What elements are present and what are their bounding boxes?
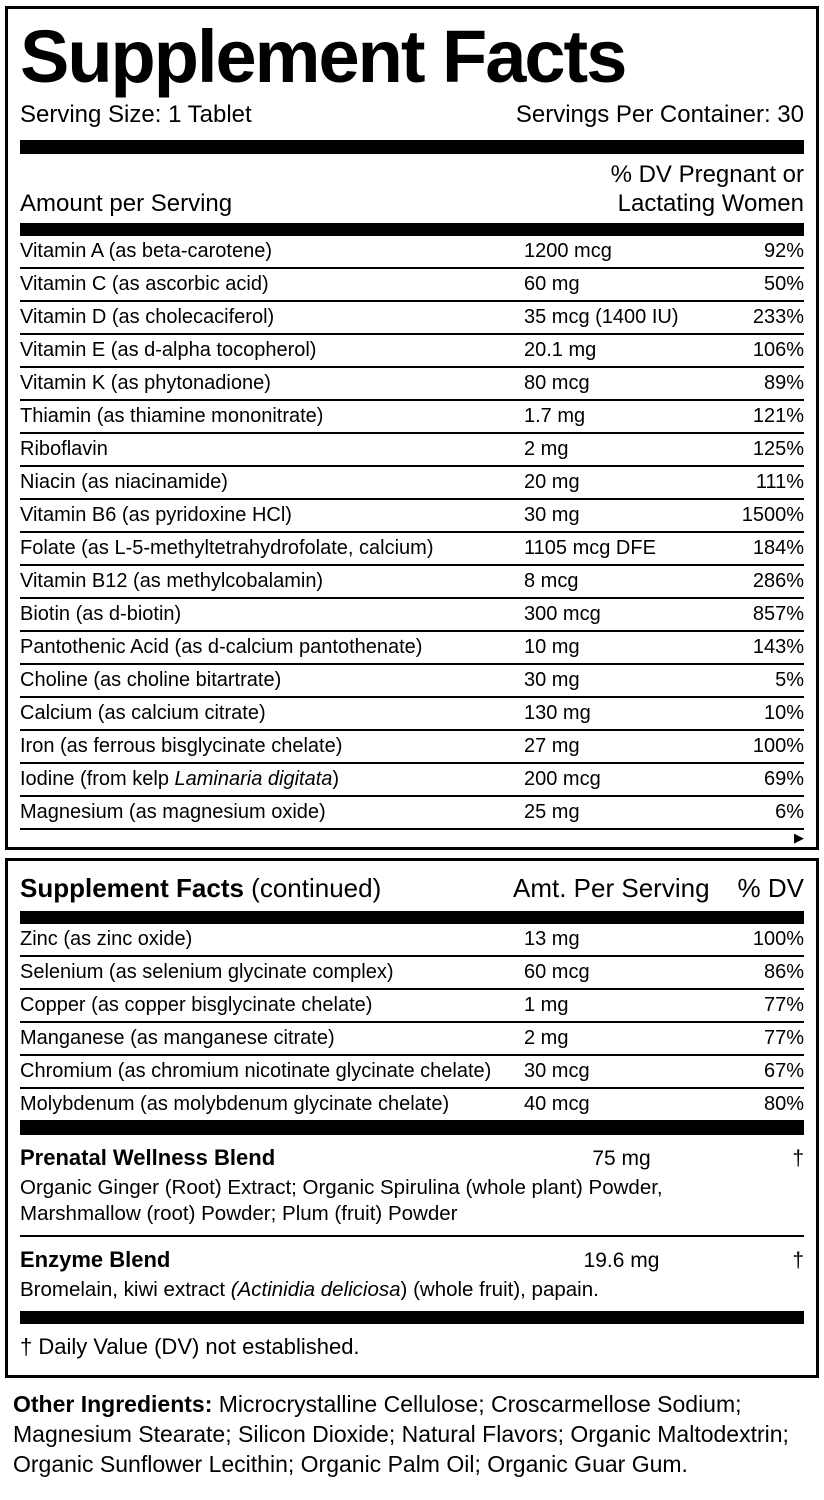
nutrient-daily-value: 69% <box>763 768 804 791</box>
nutrient-daily-value: 286% <box>752 570 804 593</box>
table-row <box>20 731 804 764</box>
table-row <box>20 632 804 665</box>
nutrient-daily-value: 77% <box>763 994 804 1017</box>
nutrient-amount: 1.7 mg <box>524 405 586 428</box>
nutrient-amount: 8 mcg <box>524 570 579 593</box>
nutrient-amount: 10 mg <box>524 636 580 659</box>
nutrient-amount: 1105 mcg DFE <box>524 537 656 560</box>
table-row <box>20 698 804 731</box>
nutrient-amount: 2 mg <box>524 1027 569 1050</box>
dv-header-line1: % DV Pregnant or <box>610 160 804 188</box>
nutrient-daily-value: 6% <box>775 801 804 824</box>
nutrient-name: Niacin (as niacinamide) <box>20 471 228 494</box>
daily-value-footnote: † Daily Value (DV) not established. <box>20 1334 360 1360</box>
nutrient-table <box>20 236 804 830</box>
nutrient-daily-value: 125% <box>752 438 804 461</box>
supplement-facts-panel <box>5 6 819 850</box>
nutrient-name: Thiamin (as thiamine mononitrate) <box>20 405 324 428</box>
blend-amount: 75 mg <box>592 1147 651 1171</box>
blends-section <box>20 1135 804 1311</box>
table-row <box>20 500 804 533</box>
nutrient-amount: 25 mg <box>524 801 580 824</box>
nutrient-daily-value: 111% <box>755 471 804 494</box>
table-row <box>20 924 804 957</box>
continued-title <box>20 873 513 904</box>
serving-size: Serving Size: 1 Tablet <box>20 100 252 128</box>
nutrient-amount: 30 mg <box>524 669 580 692</box>
nutrient-name: Iron (as ferrous bisglycinate chelate) <box>20 735 343 758</box>
nutrient-name: Vitamin B12 (as methylcobalamin) <box>20 570 324 593</box>
continued-arrow-row <box>20 830 804 847</box>
nutrient-amount: 60 mcg <box>524 961 590 984</box>
nutrient-name: Vitamin K (as phytonadione) <box>20 372 271 395</box>
nutrient-daily-value: 77% <box>763 1027 804 1050</box>
table-row <box>20 236 804 269</box>
blend-dv-dagger: † <box>792 1249 804 1273</box>
table-row <box>20 434 804 467</box>
amt-per-serving-header: Amt. Per Serving <box>513 873 710 904</box>
nutrient-daily-value: 86% <box>763 961 804 984</box>
blend-header <box>20 1243 804 1277</box>
continued-header <box>20 865 804 911</box>
table-row <box>20 533 804 566</box>
table-row <box>20 269 804 302</box>
nutrient-daily-value: 67% <box>763 1060 804 1083</box>
nutrient-name: Magnesium (as magnesium oxide) <box>20 801 326 824</box>
nutrient-amount: 35 mcg (1400 IU) <box>524 306 679 329</box>
table-row <box>20 990 804 1023</box>
nutrient-amount: 1 mg <box>524 994 569 1017</box>
blend-dv-dagger: † <box>792 1147 804 1171</box>
nutrient-name: Zinc (as zinc oxide) <box>20 928 193 951</box>
table-row <box>20 1056 804 1089</box>
blend-row <box>20 1135 804 1235</box>
other-ingredients-text: Microcrystalline Cellulose; Croscarmellose Sodium; Magnesium Stearate; Silicon Dioxide; Natural Flavors; Organic Maltodextrin; Organic Sunflower Lecithin; Organic Palm Oil; Organic Guar Gum. <box>13 1390 789 1477</box>
amount-per-serving-header: Amount per Serving <box>20 189 233 217</box>
nutrient-name: Vitamin D (as cholecaciferol) <box>20 306 275 329</box>
nutrient-name: Calcium (as calcium citrate) <box>20 702 266 725</box>
nutrient-daily-value: 92% <box>763 240 804 263</box>
nutrient-name: Riboflavin <box>20 438 108 461</box>
nutrient-name: Biotin (as d-biotin) <box>20 603 182 626</box>
nutrient-daily-value: 89% <box>763 372 804 395</box>
nutrient-name: Selenium (as selenium glycinate complex) <box>20 961 394 984</box>
nutrient-name: Choline (as choline bitartrate) <box>20 669 282 692</box>
other-ingredients <box>5 1390 819 1480</box>
column-headers <box>20 154 804 224</box>
blend-header <box>20 1141 804 1175</box>
table-row <box>20 1089 804 1122</box>
nutrient-name: Vitamin B6 (as pyridoxine HCl) <box>20 504 292 527</box>
nutrient-name: Manganese (as manganese citrate) <box>20 1027 335 1050</box>
dv-header-line2: Lactating Women <box>617 189 804 217</box>
blend-name: Enzyme Blend <box>20 1247 171 1273</box>
nutrient-amount: 20.1 mg <box>524 339 597 362</box>
table-row <box>20 335 804 368</box>
nutrient-amount: 60 mg <box>524 273 580 296</box>
nutrient-amount: 30 mg <box>524 504 580 527</box>
table-row <box>20 566 804 599</box>
table-row <box>20 665 804 698</box>
nutrient-amount: 300 mcg <box>524 603 601 626</box>
nutrient-daily-value: 10% <box>763 702 804 725</box>
nutrient-daily-value: 50% <box>763 273 804 296</box>
nutrient-daily-value: 233% <box>752 306 804 329</box>
nutrient-name: Molybdenum (as molybdenum glycinate chelate) <box>20 1093 450 1116</box>
nutrient-daily-value: 184% <box>752 537 804 560</box>
table-row <box>20 1023 804 1056</box>
table-row <box>20 957 804 990</box>
nutrient-daily-value: 100% <box>752 928 804 951</box>
nutrient-name: Vitamin A (as beta-carotene) <box>20 240 272 263</box>
dv-col-header: % DV <box>737 873 804 904</box>
divider-bar <box>20 911 804 924</box>
nutrient-name: Chromium (as chromium nicotinate glycinate chelate) <box>20 1060 492 1083</box>
nutrient-daily-value: 121% <box>752 405 804 428</box>
nutrient-amount: 20 mg <box>524 471 580 494</box>
divider-bar <box>20 140 804 154</box>
table-row <box>20 302 804 335</box>
blend-description: Bromelain, kiwi extract (Actinidia deliciosa) (whole fruit), papain. <box>20 1278 599 1302</box>
nutrient-amount: 200 mcg <box>524 768 601 791</box>
nutrient-daily-value: 857% <box>752 603 804 626</box>
dv-pregnant-lactating-header <box>611 160 804 219</box>
continued-title-rest: (continued) <box>243 873 382 904</box>
nutrient-daily-value: 143% <box>752 636 804 659</box>
nutrient-name: Vitamin C (as ascorbic acid) <box>20 273 269 296</box>
table-row <box>20 797 804 830</box>
nutrient-table-continued <box>20 924 804 1122</box>
nutrient-daily-value: 106% <box>752 339 804 362</box>
nutrient-amount: 40 mcg <box>524 1093 590 1116</box>
continued-title-bold: Supplement Facts <box>20 873 244 904</box>
blend-description: Organic Ginger (Root) Extract; Organic Spirulina (whole plant) Powder, Marshmallow (root) Powder; Plum (fruit) Powder <box>20 1176 663 1226</box>
nutrient-name: Iodine (from kelp Laminaria digitata) <box>20 768 340 791</box>
servings-per-container: Servings Per Container: 30 <box>515 100 804 128</box>
nutrient-name: Pantothenic Acid (as d-calcium pantothenate) <box>20 636 423 659</box>
nutrient-amount: 130 mg <box>524 702 591 725</box>
blend-amount: 19.6 mg <box>583 1249 660 1273</box>
nutrient-amount: 2 mg <box>524 438 569 461</box>
nutrient-daily-value: 5% <box>775 669 804 692</box>
other-ingredients-label: Other Ingredients: <box>13 1390 213 1417</box>
table-row <box>20 764 804 797</box>
blend-row <box>20 1235 804 1311</box>
nutrient-name: Copper (as copper bisglycinate chelate) <box>20 994 373 1017</box>
serving-info-row <box>20 101 804 130</box>
divider-bar <box>20 1311 804 1324</box>
continued-arrow-icon: ▶ <box>794 830 804 846</box>
table-row <box>20 401 804 434</box>
divider-bar <box>20 1122 804 1135</box>
table-row <box>20 368 804 401</box>
nutrient-amount: 27 mg <box>524 735 580 758</box>
nutrient-name: Folate (as L-5-methyltetrahydrofolate, calcium) <box>20 537 434 560</box>
divider-bar <box>20 223 804 236</box>
nutrient-daily-value: 100% <box>752 735 804 758</box>
nutrient-amount: 80 mcg <box>524 372 590 395</box>
nutrient-daily-value: 1500% <box>741 504 804 527</box>
panel-title: Supplement Facts <box>20 15 626 98</box>
table-row <box>20 467 804 500</box>
table-row <box>20 599 804 632</box>
nutrient-name: Vitamin E (as d-alpha tocopherol) <box>20 339 317 362</box>
blend-name: Prenatal Wellness Blend <box>20 1145 276 1171</box>
nutrient-amount: 1200 mcg <box>524 240 612 263</box>
nutrient-amount: 13 mg <box>524 928 580 951</box>
nutrient-amount: 30 mcg <box>524 1060 590 1083</box>
nutrient-daily-value: 80% <box>763 1093 804 1116</box>
supplement-facts-continued-panel <box>5 858 819 1378</box>
